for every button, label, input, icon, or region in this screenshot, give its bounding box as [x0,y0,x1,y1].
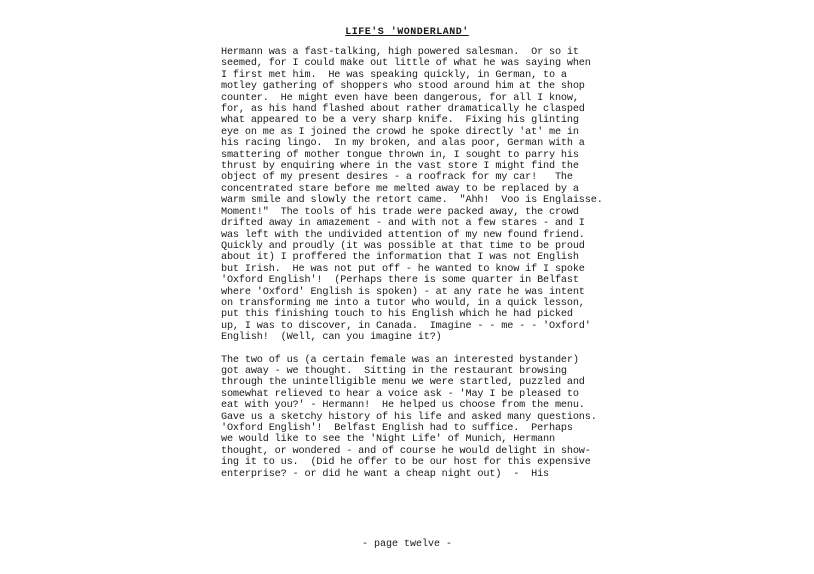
paragraph [221,355,605,480]
body-text [221,47,605,480]
text-line: for, as his hand flashed about rather dramatically he clasped [221,104,585,116]
text-line: ing it to us. (Did he offer to be our host for this expensive [221,457,591,469]
text-line: got away - we thought. Sitting in the restaurant browsing [221,365,567,377]
page-title: LIFE'S 'WONDERLAND' [345,27,469,38]
text-line: warm smile and slowly the retort came. "Ahh! Voo is Englaisse. [221,195,603,207]
text-line: eye on me as I joined the crowd he spoke directly 'at' me in [221,126,579,138]
text-line: motley gathering of shoppers who stood around him at the shop [221,81,585,93]
text-line: object of my present desires - a roofrack for my car! The [221,172,573,184]
text-line: The two of us (a certain female was an interested bystander) [221,354,579,366]
text-line: 'Oxford English'! Belfast English had to suffice. Perhaps [221,423,573,434]
text-line: concentrated stare before me melted away to be replaced by a [221,183,579,195]
text-line: enterprise? - or did he want a cheap night out) - His [221,468,549,480]
page-number-footer: - page twelve - [361,539,452,550]
text-line: 'Oxford English'! (Perhaps there is some quarter in Belfast [221,275,579,287]
text-line: we would like to see the 'Night Life' of Munich, Hermann [221,434,555,446]
text-line: eat with you?' - Hermann! He helped us choose from the menu. [221,400,585,412]
text-line: Quickly and proudly (it was possible at that time to be proud [221,240,585,252]
text-line: English! (Well, can you imagine it?) [221,332,442,344]
text-line: where 'Oxford' English is spoken) - at any rate he was intent [221,286,585,298]
text-line: what appeared to be a very sharp knife. Fixing his glinting [221,115,579,127]
text-line: seemed, for I could make out little of what he was saying when [221,58,591,70]
text-line: Gave us a sketchy history of his life and asked many questions. [221,411,597,423]
text-line: Hermann was a fast-talking, high powered salesman. Or so it [221,47,579,58]
text-line: thrust by enquiring where in the vast store I might find the [221,161,579,173]
text-line: drifted away in amazement - and with not a few stares - and I [221,218,585,230]
text-line: Moment!" The tools of his trade were packed away, the crowd [221,206,579,218]
text-line: thought, or wondered - and of course he would delight in show- [221,445,591,457]
text-line: smattering of mother tongue thrown in, I sought to parry his [221,149,579,161]
text-line: put this finishing touch to his English which he had picked [221,309,573,321]
text-line: but Irish. He was not put off - he wanted to know if I spoke [221,263,585,275]
text-line: his racing lingo. In my broken, and alas poor, German with a [221,138,585,150]
text-line: was left with the undivided attention of my new found friend. [221,229,585,241]
text-line: up, I was to discover, in Canada. Imagine - - me - - 'Oxford' [221,320,591,332]
text-line: counter. He might even have been dangerous, for all I know, [221,92,579,104]
text-line: I first met him. He was speaking quickly, in German, to a [221,69,567,81]
text-line: through the unintelligible menu we were startled, puzzled and [221,377,585,389]
paragraph [221,47,605,344]
text-line: on transforming me into a tutor who would, in a quick lesson, [221,297,585,309]
text-line: about it) I proffered the information that I was not English [221,252,579,264]
text-line: somewhat relieved to hear a voice ask - 'May I be pleased to [221,388,579,400]
